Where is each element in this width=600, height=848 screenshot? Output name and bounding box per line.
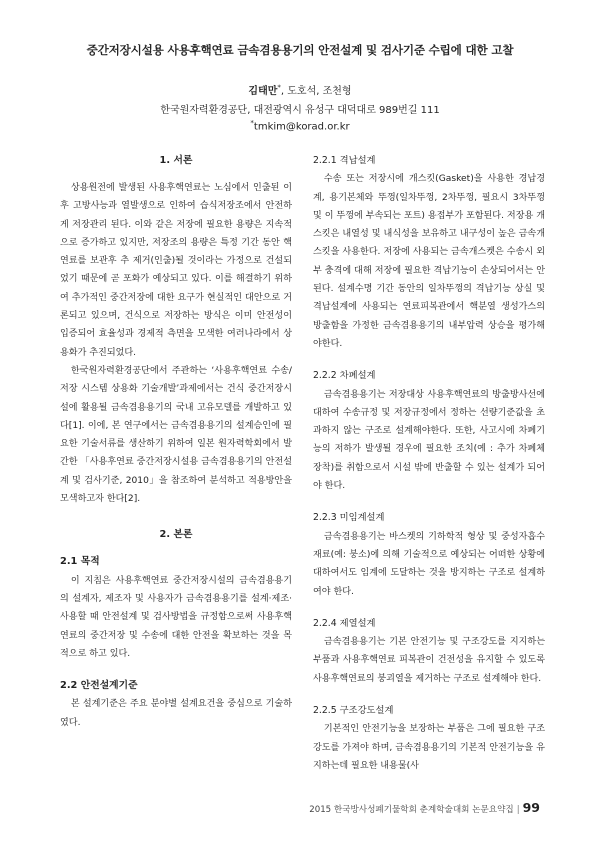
email-line xyxy=(0,119,600,132)
purpose-paragraph: 이 지침은 사용후핵연료 중간저장시설의 금속겸용용기의 설계자, 제조자 및 사용자가 금속겸용용기를 설계·제조·사용할 때 안전설계 및 검사방법을 규정함으로써 사용후핵연료의 중간저장 및 수송에 대한 안전을 확보하는 것을 목적으로 하고 있다. xyxy=(60,575,292,659)
subcriticality-paragraph: 금속겸용용기는 바스켓의 기하학적 형상 및 중성자흡수 재료(예: 붕소)에 의해 기술적으로 예상되는 어떠한 상황에 대하여서도 임계에 도달하는 것을 방지하는 구조로 설계하여야 한다. xyxy=(313,531,545,597)
containment-paragraph: 수송 또는 저장시에 개스킷(Gasket)을 사용한 경납경계, 용기본체와 뚜껑(일차뚜껑, 2차뚜껑, 필요시 3차뚜껑 및 이 뚜껑에 부속되는 포트) 용접부가 포함된다. 저장용 개스킷은 내열성 및 내식성을 보유하고 내구성이 높은 금속개스킷을 사용한다. 저장에 사용되는 금속개스켓은 수송시 외부 충격에 대해 저장에 필요한 격납기능이 손상되어서는 안된다. 설계수명 기간 동안의 일차뚜껑의 격납기능 상실 및 격납설계에 사용되는 연료피복관에서 핵분열 생성가스의 방출함을 가정한 금속겸용용기의 내부압력 상승을 평가해야한다. xyxy=(313,174,545,349)
corresponding-mark: * xyxy=(277,83,281,92)
subsection-heading-safety-design: 2.2 안전설계기준 xyxy=(60,680,138,692)
heading-subcriticality-design: 2.2.3 미임계설계 xyxy=(313,512,385,524)
heading-containment-design: 2.2.1 격납설계 xyxy=(313,155,376,166)
conference-name: 2015 한국방사성폐기물학회 춘계학술대회 논문요약집 xyxy=(309,805,514,815)
heading-shielding-design: 2.2.2 차폐설계 xyxy=(313,370,376,382)
subsection-heading-purpose: 2.1 목적 xyxy=(60,556,100,568)
section-heading-intro: 1. 서론 xyxy=(159,155,193,166)
safety-design-paragraph: 본 설계기준은 주요 분야별 설계요건을 중심으로 기술하였다. xyxy=(60,699,292,728)
section-heading-body: 2. 본론 xyxy=(159,529,193,541)
paper-title: 중간저장시설용 사용후핵연료 금속겸용용기의 안전설계 및 검사기준 수립에 대한 고찰 xyxy=(86,43,514,57)
right-column xyxy=(313,152,545,775)
page-footer xyxy=(309,800,540,815)
email-address: tmkim@korad.or.kr xyxy=(253,121,350,133)
affiliation: 한국원자력환경공단, 대전광역시 유성구 대덕대로 989번길 111 xyxy=(160,105,440,116)
heat-removal-paragraph: 금속겸용용기는 기본 안전기능 및 구조강도를 지지하는 부품과 사용후핵연료 피복관이 건전성을 유지할 수 있도록 사용후핵연료의 붕괴열을 제거하는 구조로 설계해야 한다. xyxy=(313,637,545,684)
intro-paragraph-1: 상용원전에 발생된 사용후핵연료는 노심에서 인출된 이후 고방사능과 열발생으로 인하여 습식저장조에서 안전하게 저장관리 된다. 이와 같은 저장에 필요한 용량은 지속적으로 증가하고 있지만, 저장조의 용량은 특정 기간 동안 핵연료를 보관후 추 제거(인출)될 것이라는 가정으로 건설되었기 때문에 곧 포화가 예상되고 있다. 이를 해결하기 위하여 추가적인 중간저장에 대한 요구가 현실적인 대안으로 거론되고 있으며, 건식으로 저장하는 방식은 이미 안전성이 입증되어 효율성과 경제적 측면을 모색한 여러나라에서 상용화가 추진되었다. xyxy=(60,183,292,358)
email-mark: * xyxy=(250,119,254,127)
intro-paragraph-2: 한국원자력환경공단에서 주관하는 ‘사용후핵연료 수송/저장 시스템 상용화 기술개발’과제에서는 건식 중간저장시설에 활용될 금속겸용용기의 국내 고유모델를 개발하고 있다[1]. 이에, 본 연구에서는 금속겸용용기의 설계승인에 필요한 기술서류를 생산하기 위하여 일본 원자력학회에서 발간한 「사용후연료 중간저장시설용 금속겸용용기의 안전설계 및 검사기준, 2010」을 참조하여 분석하고 적용방안을 모색하고자 한다[2]. xyxy=(60,365,292,505)
heading-structural-design: 2.2.5 구조강도설계 xyxy=(313,705,394,717)
left-column xyxy=(60,152,292,732)
first-author: 김태만 xyxy=(248,86,278,97)
author-line xyxy=(0,82,600,97)
footer-separator: | xyxy=(516,805,520,815)
page-number: 99 xyxy=(522,800,540,815)
shielding-paragraph: 금속겸용용기는 저장대상 사용후핵연료의 방출방사선에 대하여 수송규정 및 저장규정에서 정하는 선량기준값을 초과하지 않는 구조로 설계해야한다. 또한, 사고시에 차폐기능의 저하가 발생될 경우에 필요한 조치(예 : 추가 차폐체 장착)를 취함으로서 시설 밖에 반출할 수 있는 설계가 되어야 한다. xyxy=(313,389,545,492)
heading-heat-removal-design: 2.2.4 제열설계 xyxy=(313,617,376,629)
co-authors: , 도호석, 조천형 xyxy=(280,86,352,97)
structural-paragraph: 기본적인 안전기능을 보장하는 부품은 그에 필요한 구조강도를 가져야 하며, 금속겸용용기의 기본적 안전기능을 유지하는데 필요한 내용물(사 xyxy=(313,724,545,771)
